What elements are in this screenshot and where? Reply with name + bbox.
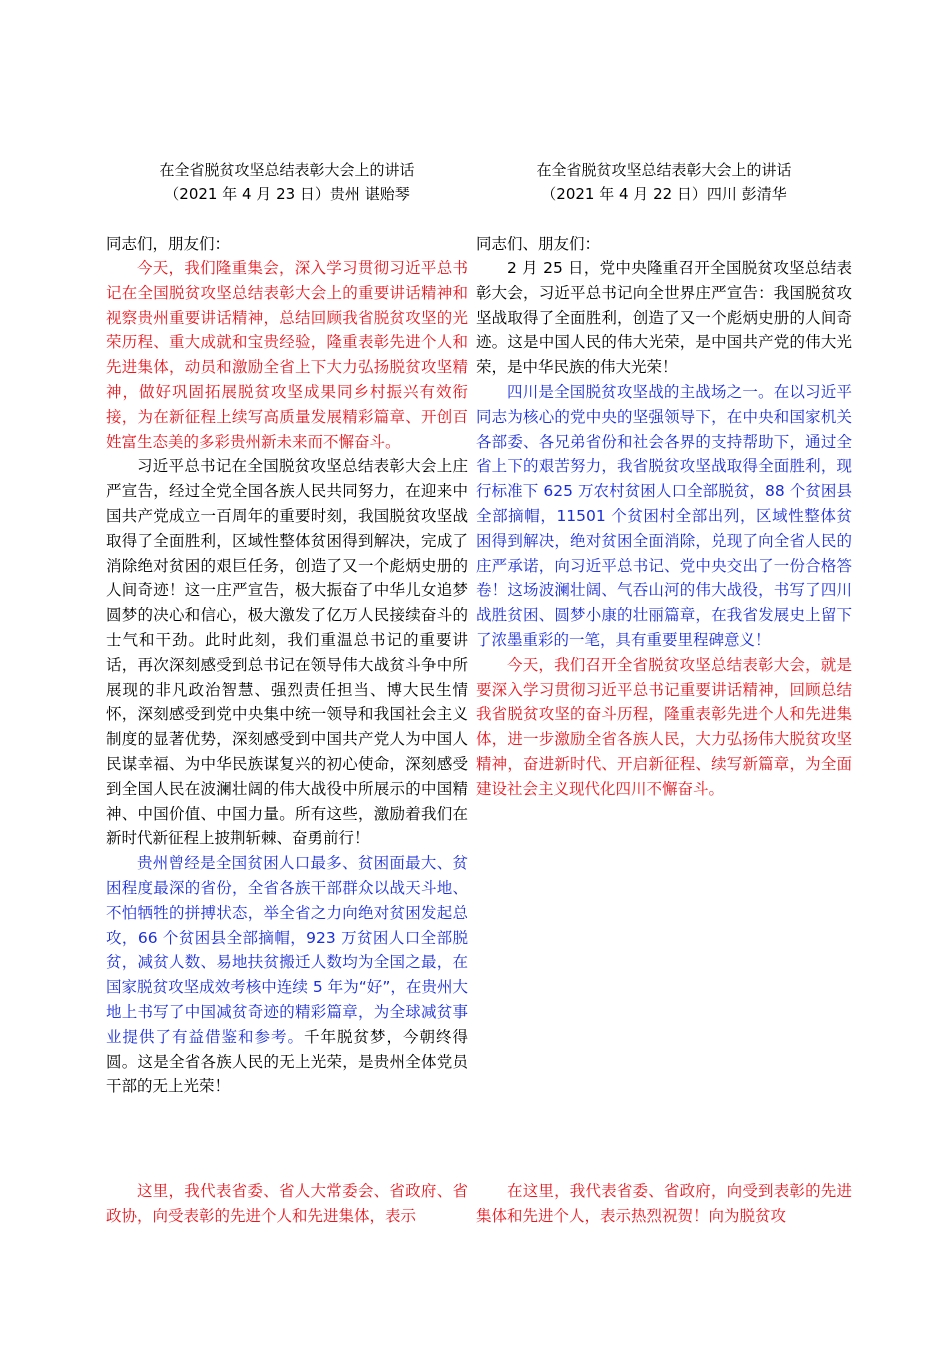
right-title: 在全省脱贫攻坚总结表彰大会上的讲话 [536, 161, 792, 179]
left-body [106, 256, 468, 1099]
left-paragraph-1: 今天，我们隆重集会，深入学习贯彻习近平总书记在全国脱贫攻坚总结表彰大会上的重要讲话精神和视察贵州重要讲话精神，总结回顾我省脱贫攻坚的光荣历程、重大成就和宝贵经验，隆重表彰先进个人和先进集体，动员和激励全省上下大力弘扬脱贫攻坚精神，做好巩固拓展脱贫攻坚成果同乡村振兴有效衔接，为在新征程上续写高质量发展精彩篇章、开创百姓富生态美的多彩贵州新未来而不懈奋斗。 [106, 259, 468, 451]
right-bottom [476, 1179, 852, 1229]
right-paragraph-2: 四川是全国脱贫攻坚战的主战场之一。在以习近平同志为核心的党中央的坚强领导下，在中央和国家机关各部委、各兄弟省份和社会各界的支持帮助下，通过全省上下的艰苦努力，我省脱贫攻坚战取得全面胜利，现行标准下 625 万农村贫困人口全部脱贫，88 个贫困县全部摘帽，11501 个贫困村全部出列，区域性整体贫困得到解决，绝对贫困全面消除，兑现了向全省人民的庄严承诺，向习近平总书记、党中央交出了一份合格答卷！这场波澜壮阔、气吞山河的伟大战役，书写了四川战胜贫困、圆梦小康的壮丽篇章，在我省发展史上留下了浓墨重彩的一笔，具有重要里程碑意义！ [476, 382, 852, 649]
right-paragraph-4: 在这里，我代表省委、省政府，向受到表彰的先进集体和先进个人，表示热烈祝贺！向为脱贫攻 [476, 1182, 852, 1225]
right-paragraph-1: 2 月 25 日，党中央隆重召开全国脱贫攻坚总结表彰大会，习近平总书记向全世界庄严宣告：我国脱贫攻坚战取得了全面胜利，创造了又一个彪炳史册的人间奇迹。这是中国人民的伟大光荣，是中国共产党的伟大光荣，是中华民族的伟大光荣！ [476, 259, 852, 377]
left-paragraph-3 [106, 851, 468, 1099]
left-paragraph-2: 习近平总书记在全国脱贫攻坚总结表彰大会上庄严宣告，经过全党全国各族人民共同努力，在迎来中国共产党成立一百周年的重要时刻，我国脱贫攻坚战取得了全面胜利，区域性整体贫困得到解决，完成了消除绝对贫困的艰巨任务，创造了又一个彪炳史册的人间奇迹！这一庄严宣告，极大振奋了中华儿女追梦圆梦的决心和信心，极大激发了亿万人民接续奋斗的士气和干劲。此时此刻，我们重温总书记的重要讲话，再次深刻感受到总书记在领导伟大战贫斗争中所展现的非凡政治智慧、强烈责任担当、博大民生情怀，深刻感受到党中央集中统一领导和我国社会主义制度的显著优势，深刻感受到中国共产党人为中国人民谋幸福、为中华民族谋复兴的初心使命，深刻感受到全国人民在波澜壮阔的伟大战役中所展示的中国精神、中国价值、中国力量。所有这些，激励着我们在新时代新征程上披荆斩棘、奋勇前行！ [106, 457, 468, 848]
left-paragraph-3-tail: 千年脱贫梦，今朝终得圆。这是全省各族人民的无上光荣，是贵州全体党员干部的无上光荣！ [106, 1027, 468, 1096]
left-bottom [106, 1179, 468, 1229]
right-subtitle: （2021 年 4 月 22 日）四川 彭清华 [541, 185, 787, 203]
left-paragraph-4: 这里，我代表省委、省人大常委会、省政府、省政协，向受表彰的先进个人和先进集体，表示 [106, 1182, 468, 1225]
right-body [476, 256, 852, 802]
right-title-block [476, 158, 852, 206]
right-greeting: 同志们、朋友们： [476, 235, 601, 253]
left-greeting: 同志们，朋友们： [106, 235, 231, 253]
left-paragraph-3-blue: 贵州曾经是全国贫困人口最多、贫困面最大、贫困程度最深的省份，全省各族干部群众以战天斗地、不怕牺牲的拼搏状态，举全省之力向绝对贫困发起总攻，66 个贫困县全部摘帽，923 万贫困人口全部脱贫，减贫人数、易地扶贫搬迁人数均为全国之最，在国家脱贫攻坚成效考核中连续 5 年为“好”，在贵州大地上书写了中国减贫奇迹的精彩篇章，为全球减贫事业提供了有益借鉴和参考。 [106, 854, 468, 1046]
left-title-block [106, 158, 468, 206]
left-title: 在全省脱贫攻坚总结表彰大会上的讲话 [159, 161, 415, 179]
right-paragraph-3: 今天，我们召开全省脱贫攻坚总结表彰大会，就是要深入学习贯彻习近平总书记重要讲话精神，回顾总结我省脱贫攻坚的奋斗历程，隆重表彰先进个人和先进集体，进一步激励全省各族人民，大力弘扬伟大脱贫攻坚精神，奋进新时代、开启新征程、续写新篇章，为全面建设社会主义现代化四川不懈奋斗。 [476, 655, 852, 798]
left-subtitle: （2021 年 4 月 23 日）贵州 谌贻琴 [164, 185, 410, 203]
